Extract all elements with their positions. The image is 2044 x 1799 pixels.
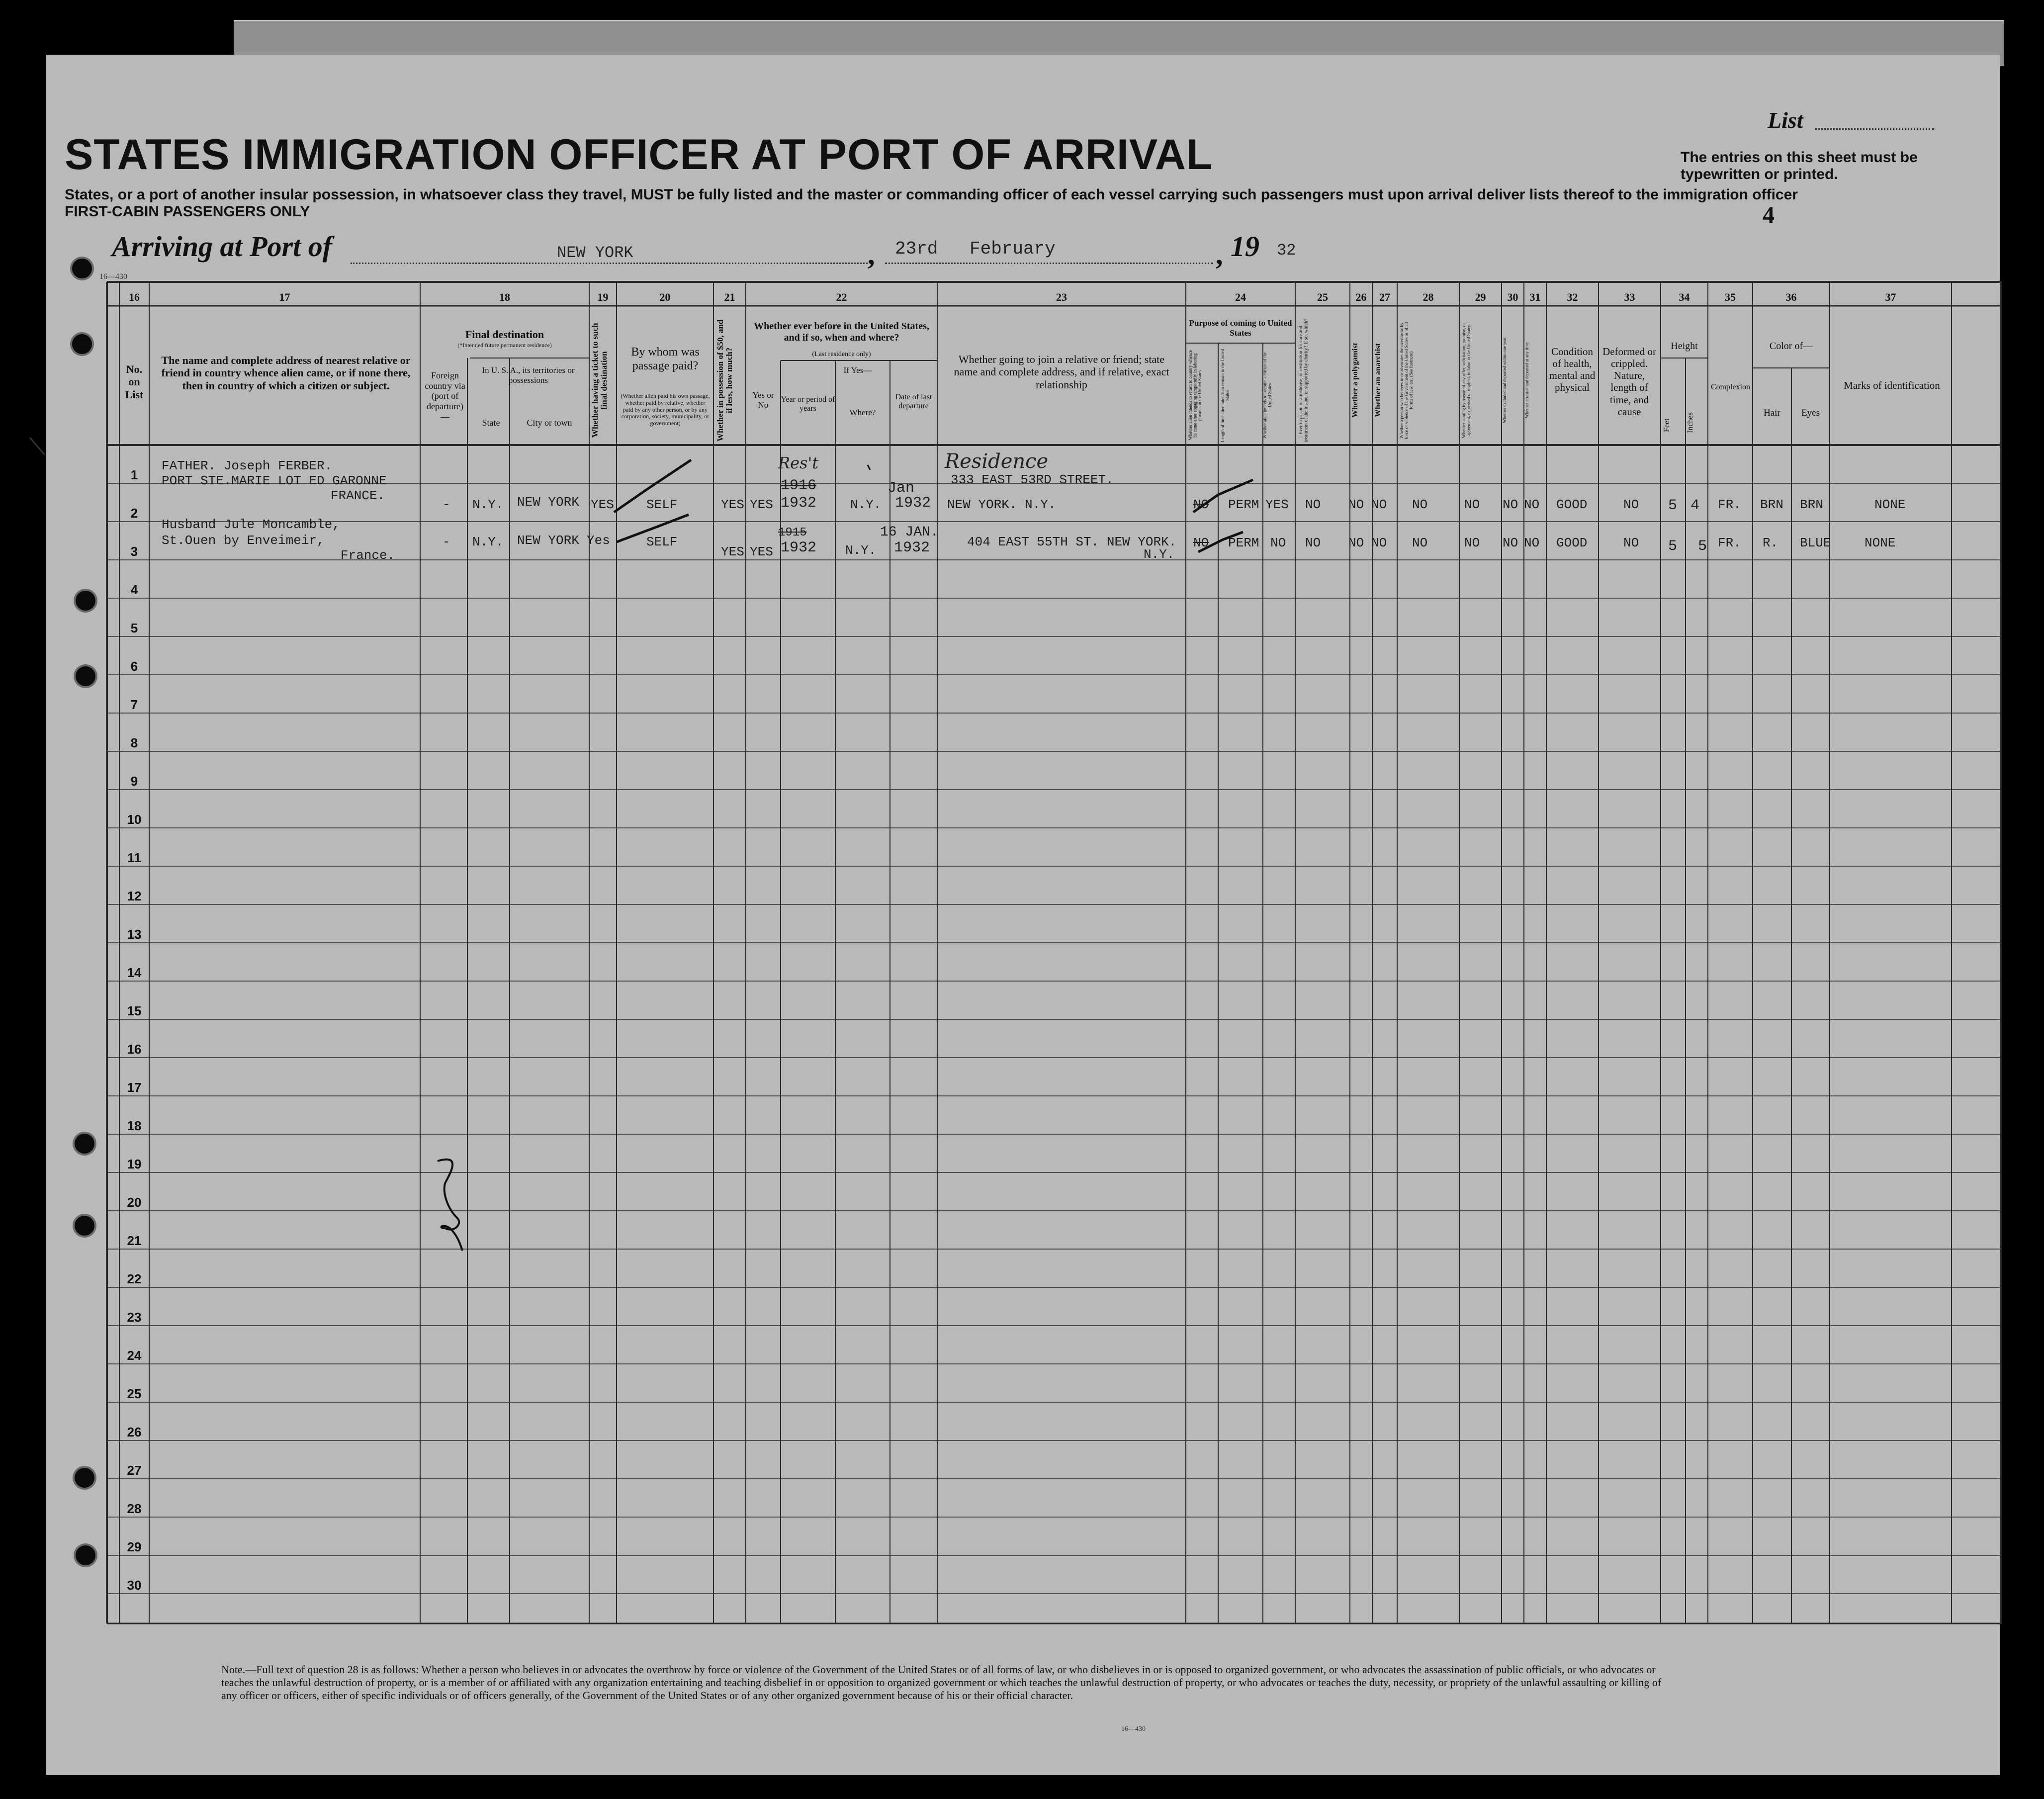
colnum-22: 22 [836,291,847,303]
header-deformed: Deformed or crippled. Nature, length of time, and cause [1602,346,1656,418]
subtitle-line-1: States, or a port of another insular possession, in whatsoever class they travel, MUST be fully listed and the master or commanding officer of each vessel carrying such passengers must upon arrival deliver lists thereof to the immigration officer [65,186,1798,203]
colnum-35: 35 [1725,291,1736,303]
row1-hair: BRN [1760,497,1783,512]
header-last-departure: Date of last departure [895,393,932,411]
row-number: 19 [127,1157,142,1171]
row-number: 30 [127,1578,142,1593]
row2-prison: NO [1305,536,1321,550]
row1-complexion: FR. [1718,497,1741,512]
header-excluded: Whether excluded and deported within one year [1502,337,1507,424]
row1-where: N.Y. [850,497,882,512]
header-color-of: Color of— [1769,341,1813,352]
row1-purpose-checkmark [1193,480,1253,512]
row2-purpose-checkmark [1198,532,1243,552]
row2-polygamist: NO [1348,536,1364,550]
row2-ticket-checkmark [617,515,689,542]
binding-hole-icon [75,1216,94,1236]
row1-labor-offer: NO [1464,497,1480,512]
row1-intends-citizen: YES [1265,497,1289,512]
header-no-on-list: No. on List [125,363,144,401]
row1-feet: 5 [1668,497,1678,514]
margin-scribble [438,1160,462,1251]
binding-hole-icon [75,1134,94,1154]
header-final-destination: Final destination [465,328,544,341]
day-value: 23rd [895,239,938,259]
row2-foreign-country: - [443,535,450,549]
header-labor-offer: Whether coming by reason of any offer, solicitation, promise, or agreement, expressed or implied, to labor in the United States [1461,323,1471,438]
row-number: 10 [127,812,142,827]
row2-ever-before: YES [750,544,773,559]
page-title: STATES IMMIGRATION OFFICER AT PORT OF ARRIVAL [65,131,1213,179]
margin-tick-row1 [30,438,45,455]
row1-departure-b: 1932 [895,495,931,512]
row2-anarchist: NO [1371,536,1387,550]
row2-year-b: 1932 [781,540,817,556]
row-number: 11 [127,850,141,865]
row1-polygamist: NO [1348,497,1364,512]
row-number: 13 [127,927,142,942]
header-height: Height [1671,341,1698,352]
row2-departure-b: 1932 [894,540,930,556]
row2-join-line1: 404 EAST 55TH ST. NEW YORK. [967,535,1177,549]
row-number: 8 [130,735,138,750]
header-hair: Hair [1764,408,1780,418]
row2-intends-citizen: NO [1270,536,1286,550]
row1-length-of-stay: PERM [1228,497,1259,512]
row-number: 18 [127,1118,142,1133]
row1-departure-a: Jan [888,480,915,497]
binding-hole-icon [76,666,95,686]
row2-state: N.Y. [472,535,504,549]
header-ticket: Whether having a ticket to such final destination [590,323,609,438]
header-where: Where? [849,408,876,417]
header-health: Condition of health, mental and physical [1549,346,1596,394]
row1-intends-return: NO [1193,497,1209,512]
header-final-destination-note: (*Intended future permanent residence) [457,342,552,349]
colnum-30: 30 [1507,291,1518,303]
row2-where: N.Y. [845,543,877,558]
row-number: 29 [127,1539,142,1554]
binding-hole-icon [72,259,92,278]
header-in-usa: In U. S. A., its territories or possessions [482,365,575,385]
header-marks: Marks of identification [1844,379,1940,391]
form-number: 16—430 [99,272,127,281]
header-nearest-relative: The name and complete address of nearest relative or friend in country whence alien came, or if none there, then in country of which a citizen or subject. [161,354,411,392]
header-eyes: Eyes [1801,408,1820,418]
header-feet: Feet [1663,418,1671,432]
year-prefix: 19 [1231,230,1259,263]
header-passage-paid-note: (Whether alien paid his own passage, whether paid by relative, whether paid by any other person, or by any corporation, society, municipality, or government) [621,392,710,427]
row1-overthrow: NO [1412,497,1428,512]
row1-join-line2: NEW YORK. N.Y. [947,497,1056,512]
row2-complexion: FR. [1718,536,1741,550]
row1-join-line1: 333 EAST 53RD STREET. [951,472,1114,487]
header-foreign-country: Foreign country via (port of departure)— [425,370,465,422]
row1-anarchist: NO [1371,497,1387,512]
row2-overthrow: NO [1412,536,1428,550]
row-number: 17 [127,1080,142,1095]
row2-relative-line3: France. [341,548,395,563]
colnum-36: 36 [1785,291,1797,303]
row-number: 2 [130,506,138,521]
row2-inches: 5 [1698,538,1707,555]
year-suffix: 32 [1277,241,1296,260]
row-number: 21 [127,1233,142,1248]
row1-relative-line1: FATHER. Joseph FERBER. [162,458,333,473]
header-intends-citizen: Whether alien intends to become a citizen of the United States [1262,352,1272,439]
row-number: 20 [127,1195,142,1210]
colnum-17: 17 [279,291,290,303]
colnum-27: 27 [1379,291,1390,303]
row1-relative-line2: PORT STE.MARIE LOT ED GARONNE [162,473,387,488]
row2-feet: 5 [1668,538,1678,555]
colnum-23: 23 [1056,291,1067,303]
row2-join-line2: N.Y. [1144,547,1175,562]
entries-note: The entries on this sheet must be typewritten or printed. [1681,149,1918,182]
row2-year-a: 1915 [778,526,807,540]
row1-relative-line3: FRANCE. [331,488,385,503]
row2-city: NEW YORK [517,533,579,548]
row-number: 25 [127,1386,142,1401]
row1-ticket-checkmark [614,460,691,512]
row2-relative-line2: St.Ouen by Enveimeir, [162,533,325,548]
row1-year-a: 1916 [781,477,817,494]
row1-fifty-dollars: YES [721,497,744,512]
header-year: Year or period of years [781,395,835,413]
row1-foreign-country: - [443,497,450,512]
header-yes-no: Yes or No [752,390,774,410]
header-fifty-dollars: Whether in possession of $50, and if less, how much? [715,319,734,442]
colnum-37: 37 [1885,291,1896,303]
row1-inches: 4 [1690,497,1700,514]
header-arrested: Whether arrested and deported at any time [1524,342,1529,419]
row1-state: N.Y. [472,497,504,512]
header-inches: Inches [1686,412,1694,433]
colnum-26: 26 [1355,291,1367,303]
binding-hole-icon [76,1545,95,1565]
row1-ticket: YES [591,497,614,512]
binding-hole-icon [72,334,92,354]
row1-arrested: NO [1524,497,1540,512]
header-complexion: Complexion [1710,383,1751,391]
colnum-18: 18 [499,291,510,303]
header-prison: Ever in prison or almshouse, or institution for care and treatment of the insane, or supported by charity? If so, which? [1298,318,1309,443]
header-passage-paid: By whom was passage paid? [631,346,700,372]
comma: , [1216,238,1223,270]
row-number: 24 [127,1348,142,1363]
header-state: State [482,418,500,428]
sheet-number: 4 [1763,202,1775,228]
colnum-20: 20 [659,291,671,303]
row1-join-note: Residence [945,450,1049,473]
comma: , [868,238,875,270]
month-value: February [970,239,1056,259]
row-number: 22 [127,1271,142,1286]
binding-hole-icon [75,1468,94,1488]
colnum-34: 34 [1679,291,1690,303]
header-overthrow: Whether a person who believes in or advocates the overthrow by force or violence of the Government of the United States or of all forms of law, etc. (See footnote) [1399,322,1414,439]
row-number: 3 [130,544,138,559]
arriving-label: Arriving at Port of [112,230,333,263]
row1-deformed: NO [1623,497,1639,512]
row1-ever-before: YES [750,497,773,512]
row1-excluded: NO [1503,497,1518,512]
port-value: NEW YORK [557,244,633,262]
row-number: 28 [127,1501,142,1516]
colnum-32: 32 [1567,291,1578,303]
header-polygamist: Whether a polygamist [1351,343,1359,418]
colnum-25: 25 [1317,291,1328,303]
colnum-31: 31 [1529,291,1541,303]
row1-year-note: Res't [778,453,819,472]
header-intends-return: Whether alien intends to return to country whence he came after engaging temporarily in laboring pursuits in the United States [1188,350,1202,441]
row-number: 16 [127,1042,142,1057]
colnum-16: 16 [129,291,140,303]
colnum-19: 19 [597,291,609,303]
header-join-relative: Whether going to join a relative or friend; state name and complete address, and if relative, exact relationship [954,353,1169,391]
footnote-question-28: Note.—Full text of question 28 is as follows: Whether a person who believes in or advocates the overthrow by force or violence of the Government of the United States or of all forms of law, or who disbelieves in or is opposed to organized government, or who advocates the assassination of public officials, or who advocates or teaches the unlawful destruction of property, or is a member of or affiliated with any organization entertaining and teaching disbelief in or opposition to organized government or which teaches the unlawful destruction of property, or who advocates or teaches the duty, necessity, or propriety of the unlawful assaulting or killing of any officer or officers, either of specific individuals or of officers generally, of the Government of the United States or of any other organized government because of his or their official character. [221,1663,1662,1702]
header-length-of-time: Length of time alien intends to remain in the United States [1220,349,1230,442]
row1-year-b: 1932 [781,495,817,512]
row-number: 27 [127,1463,142,1478]
binding-hole-icon [76,591,95,611]
row-number: 26 [127,1425,142,1439]
subtitle-line-2: FIRST-CABIN PASSENGERS ONLY [65,203,310,220]
row1-marks: NONE [1874,497,1906,512]
row2-fifty-dollars: YES [721,544,744,559]
row-number: 7 [130,697,138,712]
colnum-33: 33 [1624,291,1635,303]
row1-city: NEW YORK [517,495,579,510]
row1-eyes: BRN [1800,497,1823,512]
row2-hair: R. [1763,536,1778,550]
list-label: List [1768,107,1803,133]
row2-excluded: NO [1503,536,1518,550]
row2-deformed: NO [1623,536,1639,550]
header-city: City or town [527,418,572,428]
row2-health: GOOD [1556,536,1588,550]
row2-intends-return: NO [1193,536,1209,550]
row-number: 9 [130,774,138,789]
row-number: 6 [130,659,138,674]
row-number: 12 [127,889,142,903]
row-number: 5 [130,621,138,635]
row-number: 23 [127,1310,142,1325]
row2-paid-by: SELF [646,535,678,549]
row1-paid-by: SELF [646,497,678,512]
row2-relative-line1: Husband Jule Moncamble, [162,517,340,532]
row2-arrested: NO [1524,536,1540,550]
colnum-24: 24 [1235,291,1246,303]
row-number: 1 [130,467,138,482]
row2-ticket: Yes [587,533,610,548]
colnum-21: 21 [724,291,735,303]
header-if-yes: If Yes— [843,365,872,375]
row2-marks: NONE [1865,536,1896,550]
row-number: 4 [130,582,138,597]
row-number: 15 [127,1003,142,1018]
footer-form-number: 16—430 [1121,1725,1146,1733]
header-purpose: Purpose of coming to United States [1189,318,1292,338]
row2-length-of-stay: PERM [1228,536,1259,550]
header-last-residence: (Last residence only) [812,351,871,358]
row1-prison: NO [1305,497,1321,512]
header-anarchist: Whether an anarchist [1374,343,1382,418]
row-number: 14 [127,965,142,980]
row1-where-tick [868,465,870,470]
row1-health: GOOD [1556,497,1588,512]
row2-departure-a: 16 JAN. [880,525,939,540]
header-ever-before: Whether ever before in the United States, and if so, when and where? [754,321,929,343]
row2-labor-offer: NO [1464,536,1480,550]
colnum-28: 28 [1422,291,1434,303]
row2-eyes: BLUE [1800,536,1831,550]
colnum-29: 29 [1475,291,1486,303]
